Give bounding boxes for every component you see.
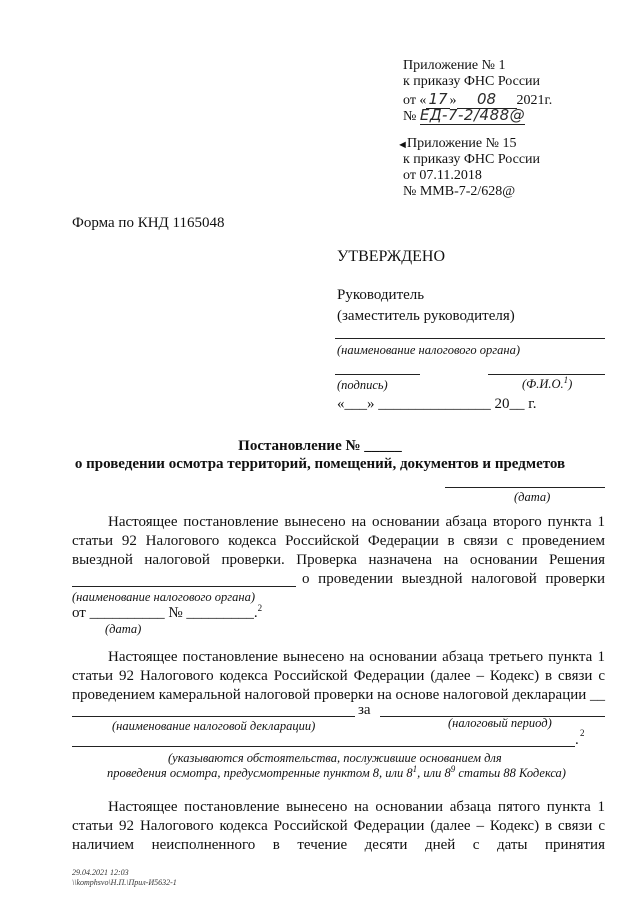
- appendix1-line4: № ЕД-7-2/488@: [403, 106, 526, 124]
- approval-date-line: «___» _______________ 20__ г.: [337, 396, 537, 412]
- signature-line: [335, 374, 420, 375]
- para3-line1: Настоящее постановление вынесено на основании абзаца пятого пункта 1: [108, 799, 605, 815]
- appendix15-line3: от 07.11.2018: [403, 168, 482, 183]
- circumstances-line: [72, 746, 575, 747]
- para1-line1: Настоящее постановление вынесено на основании абзаца второго пункта 1: [108, 514, 605, 530]
- para1-date-label: (дата): [105, 622, 142, 636]
- para1-tax-org-line: [72, 586, 296, 587]
- period-label: (налоговый период): [448, 716, 552, 730]
- para1-tax-org-label: (наименование налогового органа): [72, 590, 255, 604]
- appendix15-line1: Приложение № 15: [407, 136, 517, 151]
- resolution-title: Постановление № _____: [238, 438, 402, 454]
- resolution-subtitle: о проведении осмотра территорий, помещений, документов и предметов: [74, 456, 566, 472]
- fio-label: (Ф.И.О.$^1$): [522, 375, 573, 392]
- para3-line3: наличием неисполненного в течение десяти дней с даты принятия: [72, 837, 605, 853]
- appendix15-line4: № ММВ-7-2/628@: [403, 184, 516, 199]
- declaration-label: (наименование налоговой декларации): [112, 719, 316, 733]
- appendix1-line1: Приложение № 1: [403, 58, 506, 73]
- circumstances-end: .: [575, 732, 579, 748]
- heading-date-label: (дата): [514, 490, 551, 504]
- handwritten-day: 17: [428, 90, 448, 108]
- circumstances-label1: (указываются обстоятельства, послужившие основанием для: [168, 751, 502, 765]
- signature-label: (подпись): [337, 378, 388, 392]
- handwritten-order-number: ЕД-7-2/488@: [419, 106, 526, 124]
- approval-deputy: (заместитель руководителя): [337, 308, 515, 324]
- para1-line2: статьи 92 Налогового кодекса Российской Федерации в связи с проведением: [72, 533, 605, 549]
- para1-from-line: от __________ № _________.$^2$: [72, 603, 263, 621]
- circumstances-label2: проведения осмотра, предусмотренные пунктом 8, или $8^1$, или $8^9$ статьи 88 Кодекса): [107, 764, 566, 781]
- handwritten-month: 08: [457, 90, 517, 109]
- para2-line3: проведением камеральной налоговой проверки на основе налоговой декларации __: [72, 687, 606, 703]
- tax-org-line: [335, 338, 605, 339]
- para2-line1: Настоящее постановление вынесено на основании абзаца третьего пункта 1: [108, 649, 605, 665]
- appendix15-line2: к приказу ФНС России: [403, 152, 541, 167]
- approval-title: УТВЕРЖДЕНО: [337, 248, 446, 265]
- para1-line3: выездной налоговой проверки. Проверка назначена на основании Решения: [72, 552, 605, 568]
- heading-date-line: [445, 487, 605, 488]
- para2-za: за: [358, 702, 371, 718]
- footer-path: \\komphsvo\Н.П.\Прил-И5632-1: [72, 878, 177, 887]
- arrow-icon: ◄: [397, 139, 408, 151]
- para3-line2: статьи 92 Налогового кодекса Российской Федерации (далее – Кодекс) в связи с: [72, 818, 605, 834]
- appendix1-line2: к приказу ФНС России: [403, 74, 541, 89]
- tax-org-label: (наименование налогового органа): [337, 343, 520, 357]
- para2-line2: статьи 92 Налогового кодекса Российской Федерации (далее – Кодекс) в связи с: [72, 668, 605, 684]
- para1-line4: о проведении выездной налоговой проверки: [302, 571, 605, 587]
- footer-date: 29.04.2021 12:03: [72, 868, 129, 877]
- declaration-line: [72, 716, 355, 717]
- approval-head: Руководитель: [337, 287, 425, 303]
- para2-footnote-sup: 2: [580, 728, 585, 738]
- appendix1-line3: от « 17 » 08 2021г.: [403, 90, 553, 108]
- form-code: Форма по КНД 1165048: [72, 215, 225, 231]
